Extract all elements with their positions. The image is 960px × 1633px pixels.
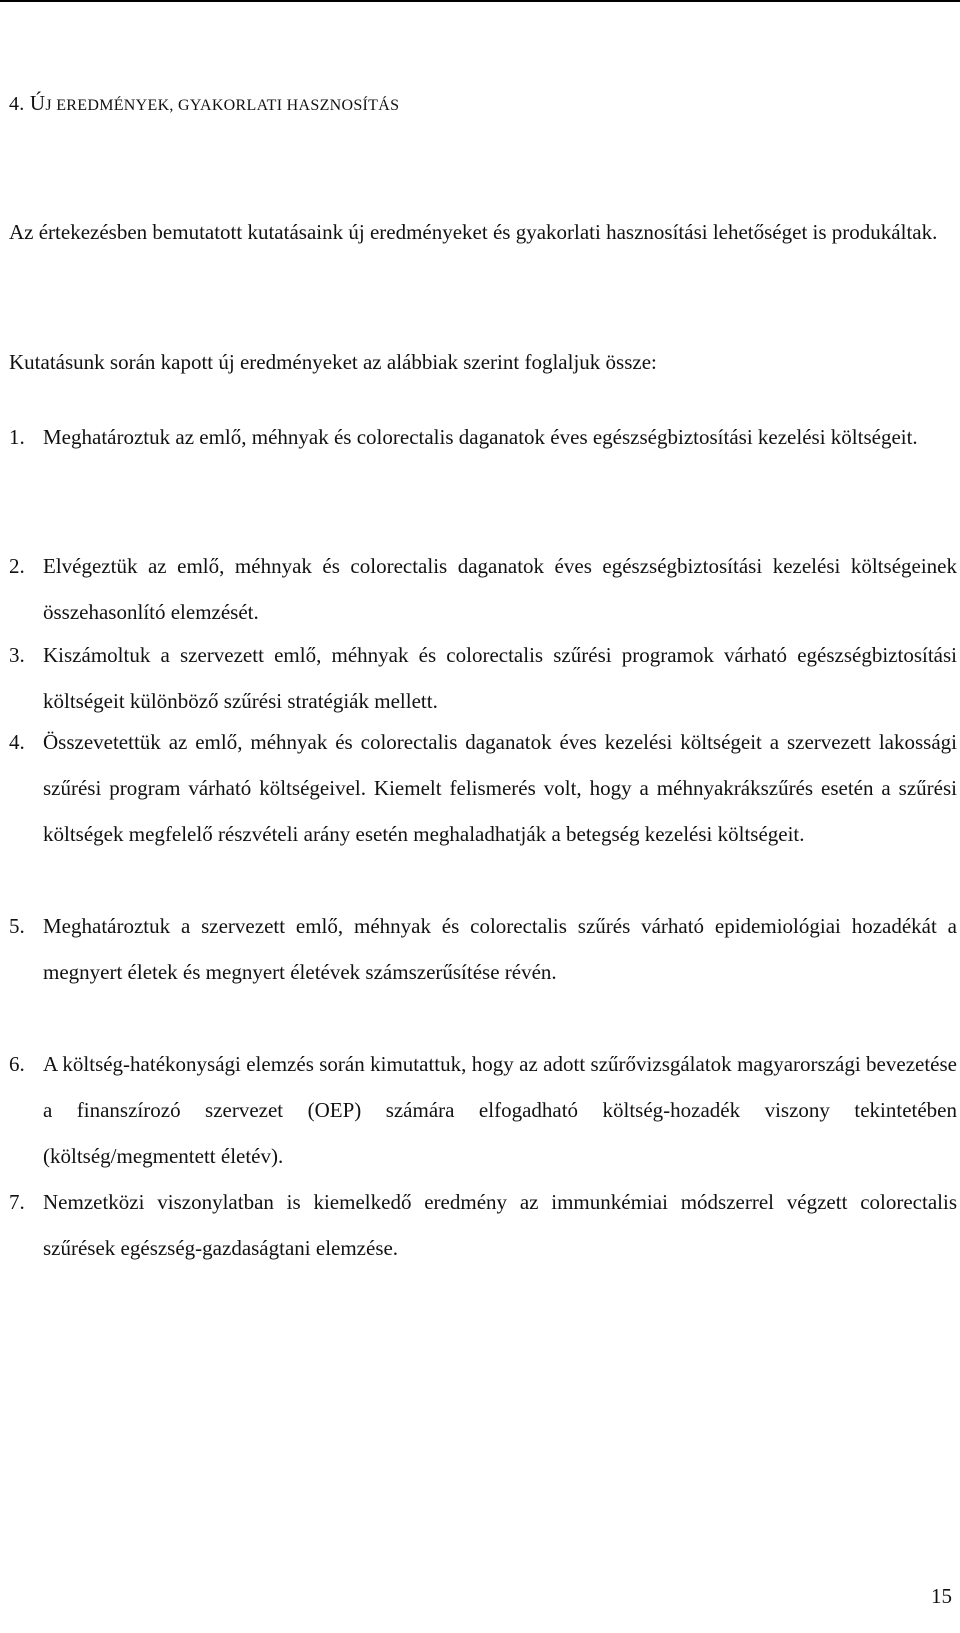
list-item-number: 5. [9, 914, 25, 938]
list-item-text: Kiszámoltuk a szervezett emlő, méhnyak és colorectalis szűrési programok várható egészségbiztosítási költségeit különböző szűrési stratégiák mellett. [43, 643, 957, 713]
list-item-number: 3. [9, 643, 25, 667]
list-item-number: 7. [9, 1190, 25, 1214]
list-item [9, 632, 957, 724]
list-item-number: 1. [9, 425, 25, 449]
list-item-text: Nemzetközi viszonylatban is kiemelkedő eredmény az immunkémiai módszerrel végzett colorectalis szűrések egészség-gazdaságtani elemzése. [43, 1190, 957, 1260]
page-number: 15 [931, 1584, 952, 1608]
list-item-text: Elvégeztük az emlő, méhnyak és colorectalis daganatok éves egészségbiztosítási kezelési költségeinek összehasonlító elemzését. [43, 554, 957, 624]
list-item-text: Meghatároztuk az emlő, méhnyak és colorectalis daganatok éves egészségbiztosítási kezelési költségeit. [43, 425, 918, 449]
list-item-number: 4. [9, 730, 25, 754]
section-heading [9, 91, 399, 116]
section-title-rest: J EREDMÉNYEK, GYAKORLATI HASZNOSÍTÁS [45, 97, 400, 114]
list-item-text: Meghatároztuk a szervezett emlő, méhnyak és colorectalis szűrés várható epidemiológiai hozadékát a megnyert életek és megnyert életévek számszerűsítése révén. [43, 914, 957, 984]
section-number: 4. [9, 93, 25, 115]
list-item-number: 6. [9, 1052, 25, 1076]
list-item [9, 903, 957, 995]
list-item-text: Összevetettük az emlő, méhnyak és colorectalis daganatok éves kezelési költségeit a szervezett lakossági szűrési program várható költségeivel. Kiemelt felismerés volt, hogy a méhnyakrákszűrés esetén a szűrési költségek megfelelő részvételi arány esetén meghaladhatják a betegség kezelési költségeit. [43, 730, 957, 846]
top-rule [0, 0, 960, 2]
list-item [9, 543, 957, 635]
list-item [9, 414, 957, 460]
list-item-number: 2. [9, 554, 25, 578]
summary-lead: Kutatásunk során kapott új eredményeket az alábbiak szerint foglaljuk össze: [9, 350, 657, 374]
intro-paragraph: Az értekezésben bemutatott kutatásaink új eredményeket és gyakorlati hasznosítási lehetőséget is produkáltak. [9, 220, 938, 244]
list-item [9, 719, 957, 857]
list-item [9, 1179, 957, 1271]
section-title-initial: Ú [29, 91, 46, 115]
list-item [9, 1041, 957, 1179]
list-item-text: A költség-hatékonysági elemzés során kimutattuk, hogy az adott szűrővizsgálatok magyarországi bevezetése a finanszírozó szervezet (OEP) számára elfogadható költség-hozadék viszony tekintetében (költség/megmentett életév). [43, 1052, 957, 1168]
